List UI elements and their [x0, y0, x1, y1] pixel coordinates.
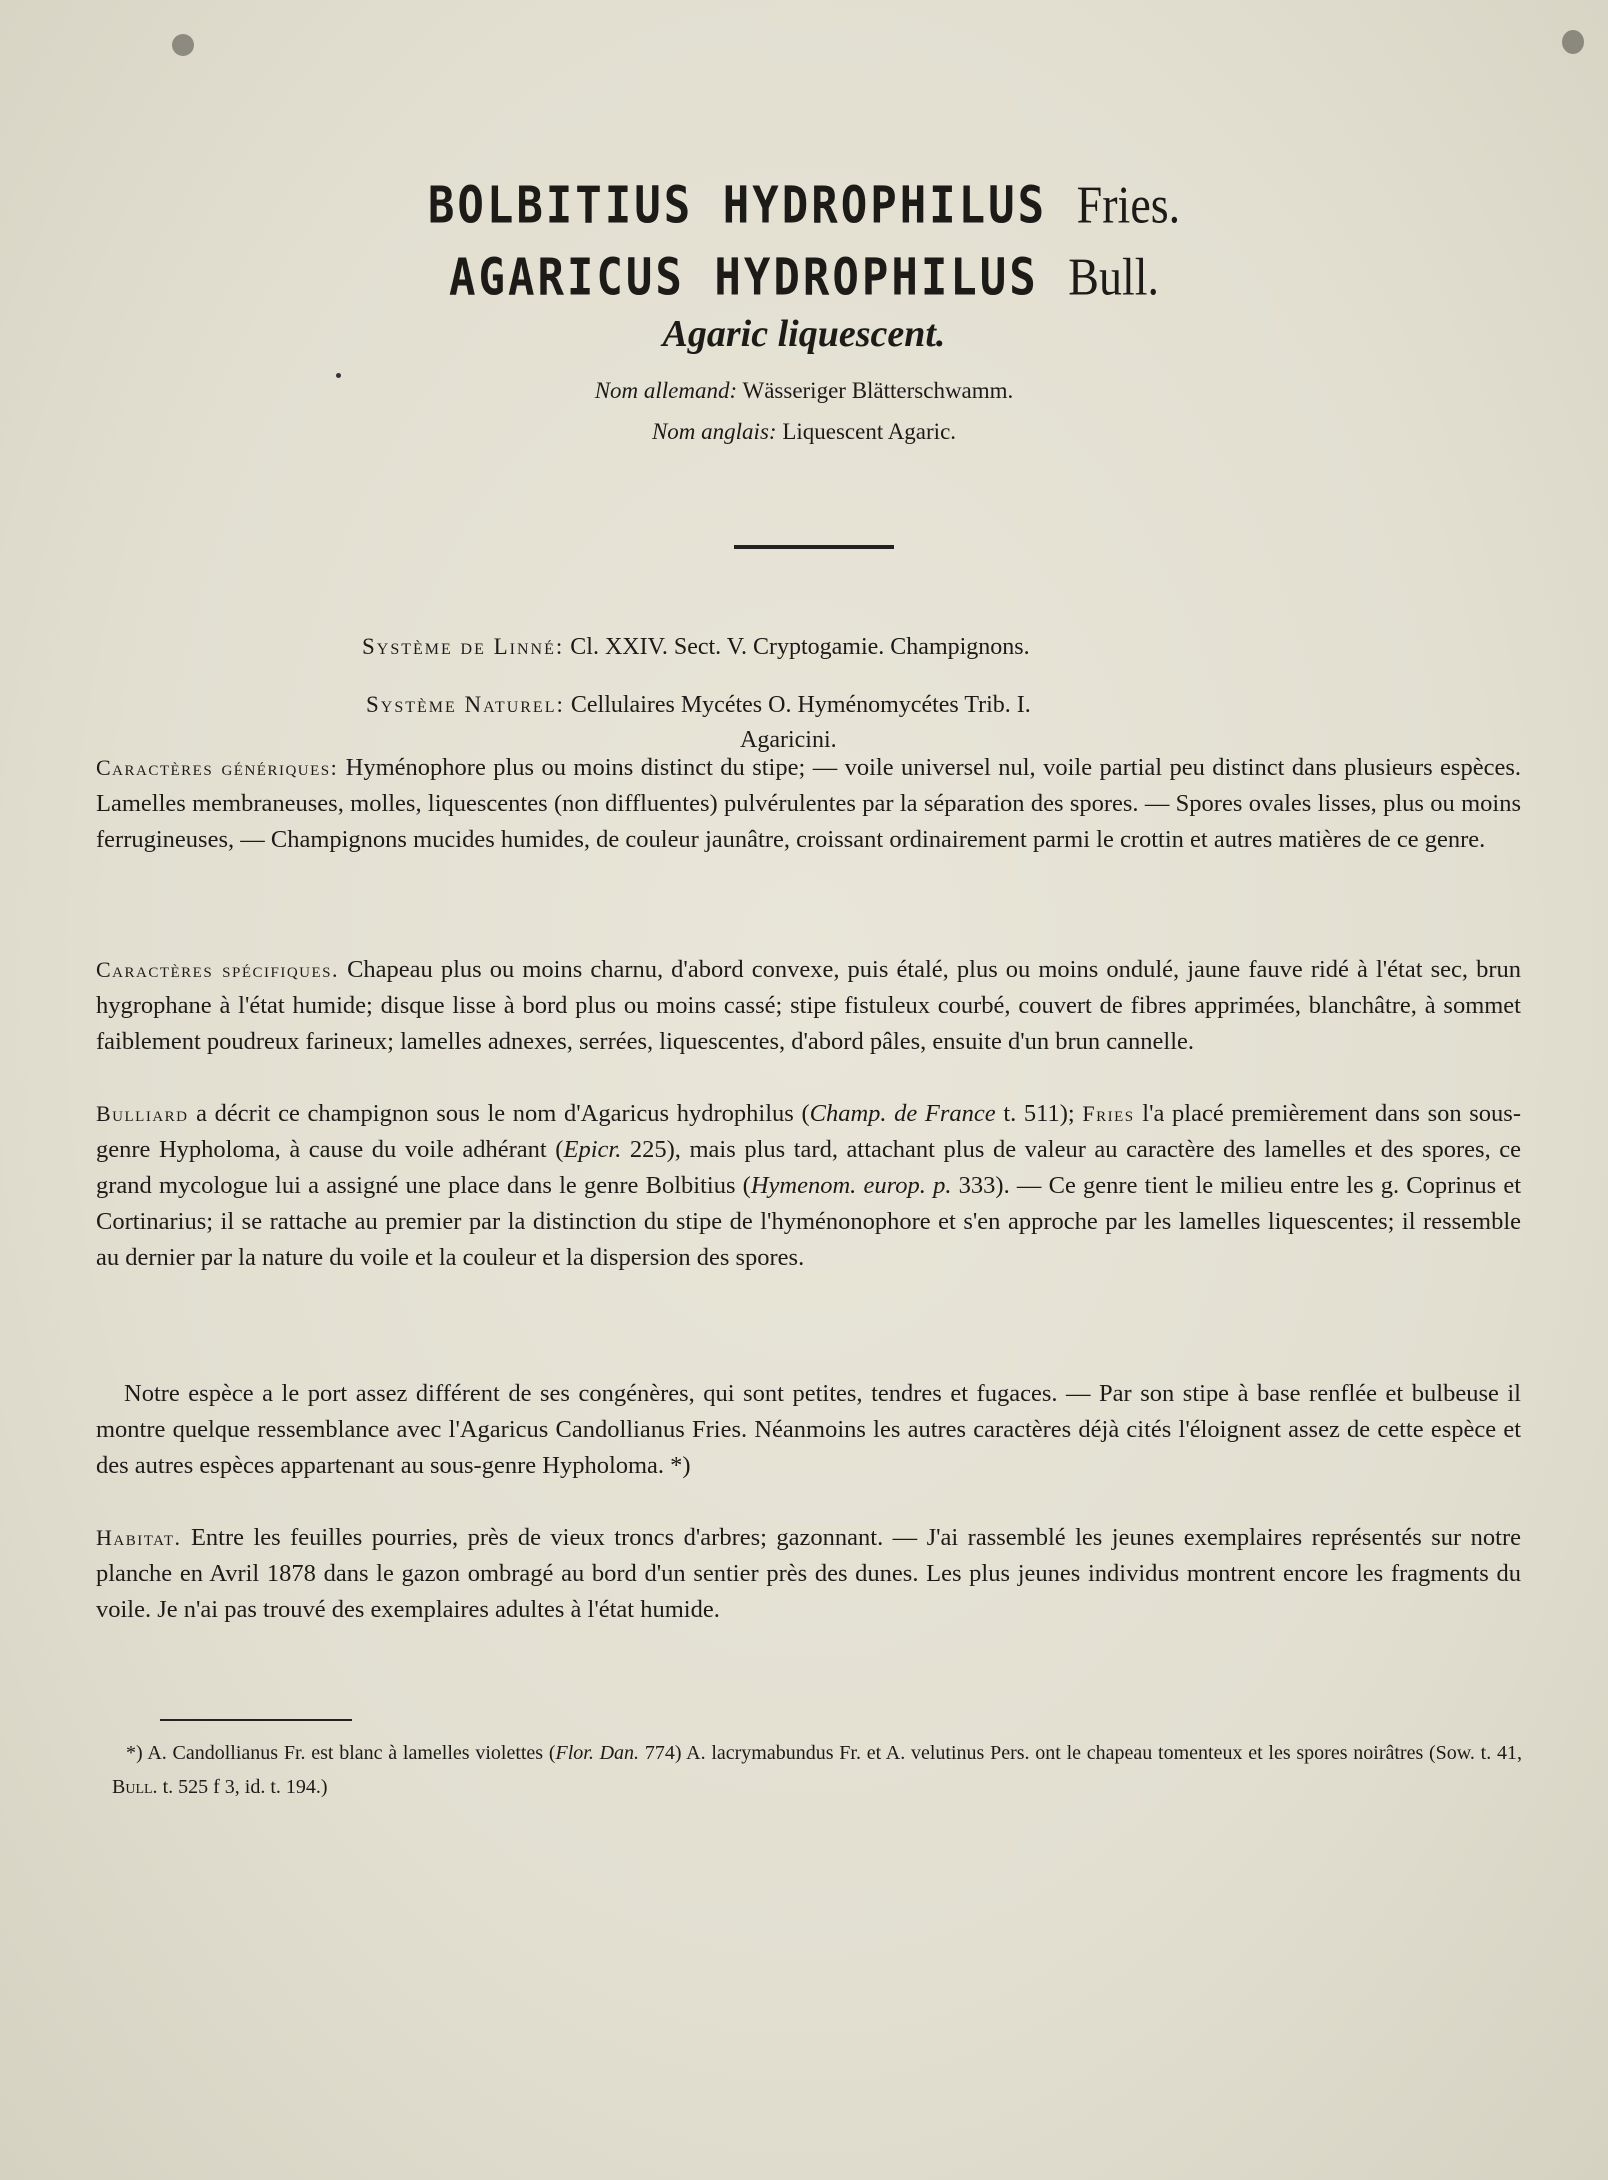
citation: Hymenom. europ. p. [750, 1172, 952, 1199]
generic-characters-paragraph [96, 750, 1521, 858]
text-run: 774) A. lacrymabundus Fr. et A. velutinus Pers. ont le chapeau tomenteux et les spores noirâtres (Sow. t. 41, [639, 1742, 1522, 1764]
footnote [112, 1736, 1522, 1804]
separator-rule [734, 545, 894, 549]
author-name: Bulliard [96, 1101, 189, 1126]
paragraph-text: Hyménophore plus ou moins distinct du stipe; — voile universel nul, voile partial peu distinct dans plusieurs espèces. Lamelles membraneuses, molles, liquescentes (non diffluentes) pulvérulentes par la séparation des spores. — Spores ovales lisses, plus ou moins ferrugineuses, — Champignons mucides humides, de couleur jaunâtre, croissant ordinairement parmi le crottin et autres matières de ce genre. [96, 754, 1521, 853]
german-label: Nom allemand: [594, 378, 738, 403]
footnote-rule [160, 1719, 352, 1721]
common-name: Agaric liquescent. [662, 313, 946, 355]
paragraph-text: Chapeau plus ou moins charnu, d'abord convexe, puis étalé, plus ou moins ondulé, jaune fauve ridé à l'état sec, brun hygrophane à l'état humide; disque lisse à bord plus ou moins cassé; stipe fistuleux courbé, couvert de fibres apprimées, blanchâtre, à sommet faiblement poudreux farineux; lamelles adnexes, serrées, liquescentes, d'abord pâles, ensuite d'un brun cannelle. [96, 956, 1521, 1055]
author-name: Fries [1082, 1101, 1135, 1126]
german-name: Wässeriger Blätterschwamm. [742, 378, 1014, 403]
text-run: a décrit ce champignon sous le nom d'Agaricus hydrophilus ( [196, 1100, 810, 1127]
english-label: Nom anglais: [651, 419, 777, 444]
author-name: Bull. [112, 1776, 158, 1798]
naturel-text: Cellulaires Mycétes O. Hyménomycétes Trib. I. [570, 692, 1031, 718]
english-name: Liquescent Agaric. [782, 419, 957, 444]
specific-characters-paragraph [96, 952, 1521, 1060]
title-genus-species: BOLBITIUS HYDROPHILUS [427, 176, 1048, 235]
linne-label: Système de Linné: [362, 634, 565, 659]
german-name-line [0, 378, 1608, 404]
text-run: t. 511); [995, 1100, 1075, 1127]
section-label: Caractères spécifiques. [96, 957, 339, 982]
text-run: *) A. Candollianus Fr. est blanc à lamelles violettes ( [126, 1742, 556, 1764]
synonym-genus-species: AGARICUS HYDROPHILUS [448, 248, 1039, 307]
paragraph-text: Notre espèce a le port assez différent de ses congénères, qui sont petites, tendres et fugaces. — Par son stipe à base renflée et bulbeuse il montre quelque ressemblance avec l'Agaricus Candollianus Fries. Néanmoins les autres caractères déjà cités l'éloignent assez de cette espèce et des autres espèces appartenant au sous-genre Hypholoma. *) [96, 1380, 1521, 1479]
habitat-paragraph [96, 1520, 1521, 1628]
text-run: 333). — Ce genre tient le milieu entre les g. Coprinus et Cortinarius; il se rattache au premier par la distinction du stipe de l'hyménonophore et s'en approche par les lamelles liquescentes; il ressemble au dernier par la nature du voile et la couleur et la dispersion des spores. [96, 1172, 1522, 1271]
text-run: 225), mais plus tard, attachant plus de valeur au caractère des lamelles et des spores, ce grand mycologue lui a assigné une place dans le genre Bolbitius ( [96, 1136, 1522, 1199]
page-blemish [1562, 30, 1584, 54]
naturel-label: Système Naturel: [366, 692, 565, 717]
section-label: Caractères génériques: [96, 755, 339, 780]
section-label: Habitat. [96, 1525, 182, 1550]
citation: Flor. Dan. [555, 1742, 640, 1764]
page-blemish [172, 34, 194, 56]
scientific-name-title [0, 174, 1608, 235]
citation: Champ. de France [809, 1100, 996, 1127]
bulliard-paragraph [96, 1096, 1521, 1276]
natural-system [366, 692, 1031, 719]
text-run: t. 525 f 3, id. t. 194.) [157, 1776, 328, 1798]
paragraph-text: Entre les feuilles pourries, près de vieux troncs d'arbres; gazonnant. — J'ai rassemblé les jeunes exemplaires représentés sur notre planche en Avril 1878 dans le gazon ombragé au bord d'un sentier près des dunes. Les plus jeunes individus montrent encore les fragments du voile. Je n'ai pas trouvé des exemplaires adultes à l'état humide. [96, 1524, 1521, 1623]
linne-system [362, 634, 1030, 661]
natural-system-continued: Agaricini. [740, 727, 837, 753]
citation: Epicr. [563, 1136, 622, 1163]
synonym-author: Bull. [1068, 247, 1160, 306]
species-comparison-paragraph [96, 1376, 1521, 1484]
title-author: Fries. [1076, 175, 1181, 234]
english-name-line [0, 419, 1608, 445]
text-run: l'a placé premièrement dans son sous-genre Hypholoma, à cause du voile adhérant ( [96, 1100, 1521, 1163]
synonym-title [0, 246, 1608, 307]
linne-text: Cl. XXIV. Sect. V. Cryptogamie. Champignons. [570, 634, 1030, 660]
